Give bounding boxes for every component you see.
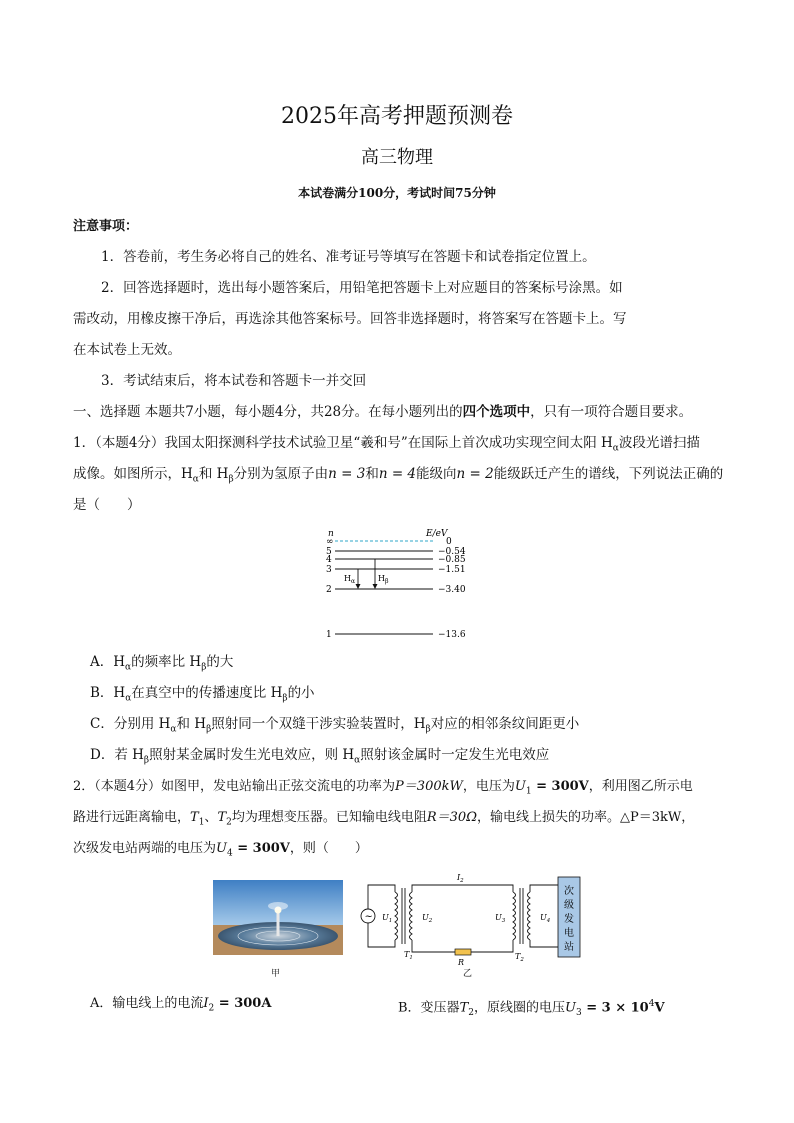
q1-line-2-sub-2: β bbox=[228, 474, 234, 485]
q2-line-3 bbox=[73, 840, 368, 863]
section-1-heading-bold: 四个选项中 bbox=[462, 404, 531, 420]
station-char-1: 次 bbox=[564, 886, 574, 897]
n-axis-label: n bbox=[328, 529, 334, 539]
q2-option-b[interactable] bbox=[398, 995, 665, 1022]
q2-option-a[interactable] bbox=[90, 995, 271, 1018]
q1-n2: n = 2 bbox=[456, 466, 494, 482]
q2-a-sub: 2 bbox=[208, 1003, 215, 1014]
q1-line-2-c: 分别为氢原子由 bbox=[233, 466, 329, 482]
q1-a-sub2: β bbox=[201, 662, 207, 673]
q1-a-2: 的频率比 H bbox=[131, 654, 202, 670]
q2-b-u: U bbox=[564, 1000, 576, 1016]
q1-a-1: A．H bbox=[90, 654, 126, 670]
h-beta-label: $H_\beta$ bbox=[378, 574, 389, 585]
transmission-circuit-diagram bbox=[355, 870, 585, 970]
level-n-3: 3 bbox=[326, 565, 332, 575]
station-char-2: 级 bbox=[564, 900, 574, 911]
q1-line-1-sub: α bbox=[612, 443, 619, 454]
q1-line-2-d: 和 bbox=[365, 466, 379, 482]
q1-line-1-text: 1．（本题4分）我国太阳探测科学技术试验卫星“羲和号”在国际上首次成功实现空间太阳 H bbox=[73, 435, 613, 451]
energy-level-diagram bbox=[320, 524, 480, 644]
h-beta-arrow-head-icon bbox=[373, 584, 378, 589]
q2-t1: T bbox=[190, 810, 199, 825]
level-n-infinity: ∞ bbox=[326, 537, 334, 547]
q2-line-1 bbox=[73, 778, 693, 801]
q1-b-2: 在真空中的传播速度比 H bbox=[131, 685, 283, 701]
e-axis-label: E/eV bbox=[426, 529, 448, 539]
section-1-heading-part-a: 一、选择题 本题共7小题，每小题4分，共28分。在每小题列出的 bbox=[73, 404, 463, 420]
level-e-infinity: 0 bbox=[446, 537, 452, 547]
q2-b-val: = 3 × 10 bbox=[581, 1000, 649, 1016]
q2-line-2 bbox=[73, 809, 694, 832]
q2-l3-a: 次级发电站两端的电压为 bbox=[73, 841, 217, 856]
q1-c-3: 照射同一个双缝干涉实验装置时，H bbox=[211, 716, 426, 732]
q1-option-a[interactable] bbox=[90, 653, 233, 677]
q2-t1-sub: 1 bbox=[198, 817, 205, 828]
q2-l2-c: ，输电线上损失的功率。 bbox=[476, 810, 620, 825]
notes-item-2-line-1: 2．回答选择题时，选出每小题答案后，用铅笔把答题卡上对应题目的答案标号涂黑。如 bbox=[101, 280, 623, 296]
solar-plant-photo bbox=[213, 880, 343, 955]
level-e-5: −0.54 bbox=[438, 547, 466, 557]
q2-b-tsub: 2 bbox=[468, 1007, 474, 1018]
notes-item-2-line-3: 在本试卷上无效。 bbox=[73, 342, 181, 358]
q2-l3-b: ，则（ ） bbox=[289, 841, 368, 856]
q2-l1-c: ，利用图乙所示电 bbox=[588, 779, 693, 794]
q2-b-usub: 3 bbox=[575, 1007, 582, 1018]
q2-l1-a: 2．（本题4分）如图甲，发电站输出正弦交流电的功率为 bbox=[73, 779, 396, 794]
q1-line-2 bbox=[73, 465, 723, 489]
q1-line-2-a: 成像。如图所示，H bbox=[73, 466, 193, 482]
q1-d-sub: β bbox=[143, 755, 150, 766]
notes-item-3: 3．考试结束后，将本试卷和答题卡一并交回 bbox=[101, 373, 367, 389]
q2-dp: △P＝3kW bbox=[619, 810, 682, 825]
q2-a-i: I bbox=[203, 996, 209, 1011]
q2-u4-sub: 4 bbox=[226, 848, 233, 859]
q2-b-sup: 4 bbox=[648, 999, 655, 1009]
q2-b-text: B．变压器 bbox=[398, 1000, 460, 1016]
q1-a-sub: α bbox=[125, 662, 132, 673]
section-1-heading bbox=[73, 403, 692, 421]
q1-line-1-tail: 波段光谱扫描 bbox=[618, 435, 700, 451]
q1-c-2: 和 H bbox=[176, 716, 207, 732]
level-e-4: −0.85 bbox=[438, 555, 466, 565]
label-t2: $T_2$ bbox=[515, 952, 524, 963]
exam-info: 本试卷满分100分，考试时间75分钟 bbox=[298, 186, 496, 200]
t1-secondary-coil-icon bbox=[410, 892, 413, 940]
q1-b-1: B．H bbox=[90, 685, 126, 701]
ac-source-symbol: ~ bbox=[364, 911, 373, 923]
level-e-1: −13.6 bbox=[438, 630, 466, 640]
q1-line-1 bbox=[73, 434, 700, 458]
q2-u1-val: = 300V bbox=[531, 779, 589, 794]
h-alpha-arrow-head-icon bbox=[356, 584, 361, 589]
q1-c-sub: α bbox=[170, 724, 177, 735]
level-n-5: 5 bbox=[326, 547, 332, 557]
q2-u1: U bbox=[514, 779, 526, 794]
q2-l1-b: ，电压为 bbox=[462, 779, 515, 794]
station-char-5: 站 bbox=[564, 942, 574, 953]
notes-item-2-line-2: 需改动，用橡皮擦干净后，再选涂其他答案标号。回答非选择题时，将答案写在答题卡上。写 bbox=[73, 311, 627, 327]
label-u4: $U_4$ bbox=[540, 913, 551, 924]
q1-line-2-sub-1: α bbox=[192, 474, 199, 485]
q2-l2-sep: 、 bbox=[204, 810, 218, 825]
q2-power: P＝300kW bbox=[395, 779, 463, 794]
label-u2: $U_2$ bbox=[422, 913, 433, 924]
q2-a-text: A．输电线上的电流 bbox=[90, 996, 204, 1011]
q1-option-d[interactable] bbox=[90, 746, 549, 770]
q2-u1-sub: 1 bbox=[525, 786, 532, 797]
label-u3: $U_3$ bbox=[495, 913, 506, 924]
q1-line-2-b: 和 H bbox=[198, 466, 229, 482]
q1-c-sub3: β bbox=[425, 724, 431, 735]
q1-c-4: 对应的相邻条纹间距更小 bbox=[430, 716, 580, 732]
level-e-3: −1.51 bbox=[438, 565, 466, 575]
notes-heading: 注意事项： bbox=[73, 219, 139, 234]
q2-l2-b: 均为理想变压器。已知输电线电阻 bbox=[231, 810, 427, 825]
level-n-1: 1 bbox=[326, 630, 332, 640]
q2-l2-d: ， bbox=[681, 810, 695, 825]
q1-c-sub2: β bbox=[206, 724, 212, 735]
q2-t2: T bbox=[217, 810, 227, 825]
h-alpha-label: $H_\alpha$ bbox=[344, 574, 356, 585]
figure-jia-caption: 甲 bbox=[271, 969, 281, 979]
q2-l2-a: 路进行远距离输电， bbox=[73, 810, 191, 825]
level-n-2: 2 bbox=[326, 585, 332, 595]
q1-d-1: D．若 H bbox=[90, 747, 144, 763]
level-e-2: −3.40 bbox=[438, 585, 466, 595]
notes-item-1: 1．答卷前，考生务必将自己的姓名、准考证号等填写在答题卡和试卷指定位置上。 bbox=[101, 249, 596, 265]
q2-a-val: = 300A bbox=[214, 996, 272, 1011]
q1-line-2-e: 能级向 bbox=[416, 466, 457, 482]
figure-yi-caption: 乙 bbox=[463, 969, 473, 979]
t2-primary-coil-icon bbox=[513, 892, 516, 940]
station-char-3: 发 bbox=[564, 914, 574, 925]
q1-d-3: 照射该金属时一定发生光电效应 bbox=[360, 747, 550, 763]
q2-u4-val: = 300V bbox=[232, 841, 290, 856]
exam-title: 2025年高考押题预测卷 bbox=[281, 104, 513, 129]
exam-subtitle: 高三物理 bbox=[361, 147, 433, 168]
q2-b-text2: ，原线圈的电压 bbox=[473, 1000, 565, 1016]
q1-line-3: 是（ ） bbox=[73, 497, 141, 513]
t2-secondary-coil-icon bbox=[528, 892, 531, 940]
q2-u4: U bbox=[216, 841, 227, 856]
q1-n4: n = 4 bbox=[378, 466, 417, 482]
label-i2: $I_2$ bbox=[457, 873, 464, 884]
q2-t2-sub: 2 bbox=[226, 817, 232, 828]
q1-b-sub2: β bbox=[282, 693, 288, 704]
q1-n3: n = 3 bbox=[328, 466, 366, 482]
q1-line-2-f: 能级跃迁产生的谱线，下列说法正确的 bbox=[493, 466, 724, 482]
level-n-4: 4 bbox=[326, 555, 332, 565]
q1-d-2: 照射某金属时发生光电效应，则 H bbox=[149, 747, 355, 763]
q2-b-t: T bbox=[459, 1000, 469, 1016]
t1-primary-coil-icon bbox=[395, 892, 398, 940]
q2-r: R＝30Ω bbox=[426, 810, 477, 825]
label-r: R bbox=[458, 958, 465, 967]
q1-option-c[interactable] bbox=[90, 715, 579, 739]
q1-b-sub: α bbox=[125, 693, 132, 704]
q2-b-unit: V bbox=[654, 1000, 665, 1016]
q1-option-b[interactable] bbox=[90, 684, 315, 708]
line-resistor-icon bbox=[455, 949, 471, 955]
q1-b-3: 的小 bbox=[287, 685, 315, 701]
q1-d-sub2: α bbox=[354, 755, 361, 766]
q1-a-3: 的大 bbox=[206, 654, 234, 670]
station-char-4: 电 bbox=[564, 928, 574, 939]
section-1-heading-part-c: ，只有一项符合题目要求。 bbox=[530, 404, 693, 420]
q1-c-1: C．分别用 H bbox=[90, 716, 171, 732]
label-u1: $U_1$ bbox=[382, 913, 393, 924]
label-t1: $T_1$ bbox=[404, 950, 413, 961]
